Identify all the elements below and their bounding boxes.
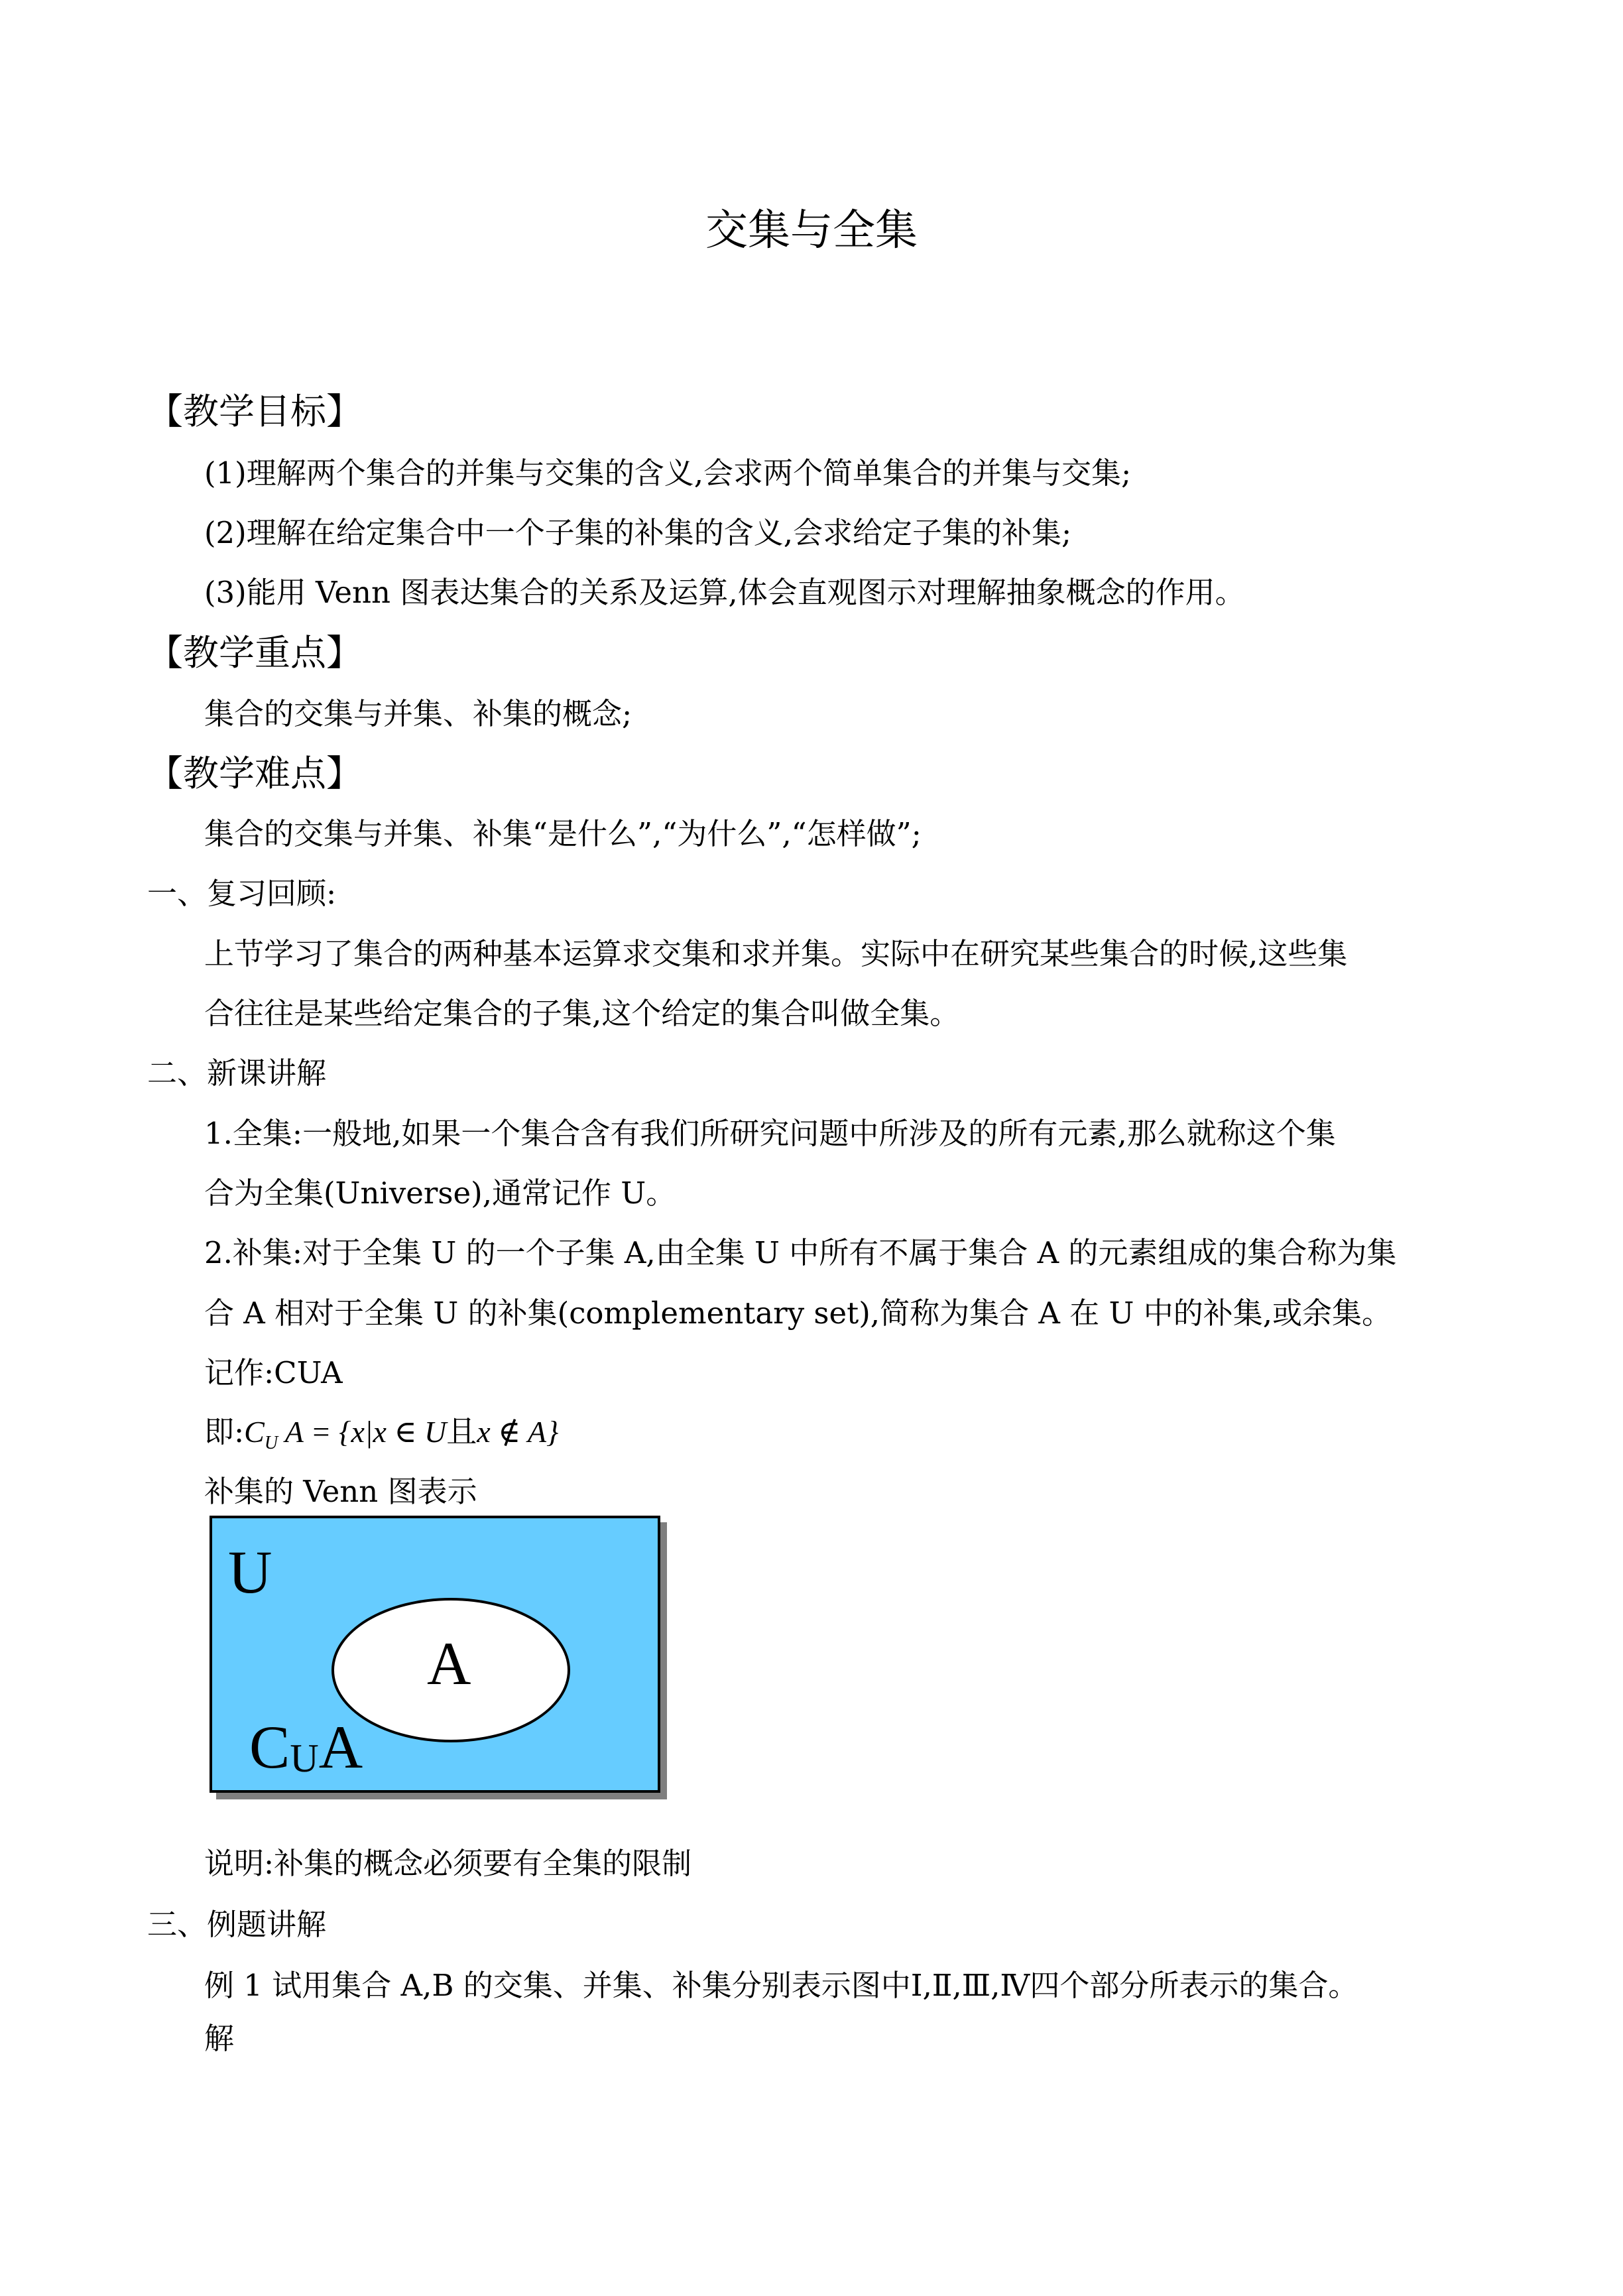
formula-line — [204, 1408, 558, 1454]
venn-label-complement: $C_UA$ — [249, 1713, 363, 1781]
page-title: 交集与全集 — [705, 206, 918, 255]
goals-heading: 【教学目标】 — [147, 391, 362, 432]
venn-label-a: A — [427, 1630, 471, 1697]
venn-caption: 补集的 Venn 图表示 — [204, 1474, 477, 1509]
complement-def-line-1: 2.补集:对于全集 U 的一个子集 A,由全集 U 中所有不属于集合 A 的元素组成的集合称为集 — [204, 1235, 1397, 1270]
goal-1: (1)理解两个集合的并集与交集的含义,会求两个简单集合的并集与交集; — [204, 455, 1132, 491]
example-1: 例 1 试用集合 A,B 的交集、并集、补集分别表示图中Ⅰ,Ⅱ,Ⅲ,Ⅳ四个部分所表示的集合。 — [204, 1968, 1358, 2003]
goal-2: (2)理解在给定集合中一个子集的补集的含义,会求给定子集的补集; — [204, 515, 1072, 550]
examples-heading: 三、例题讲解 — [147, 1907, 327, 1942]
venn-label-u: U — [228, 1538, 272, 1606]
key-points-heading: 【教学重点】 — [147, 632, 362, 674]
review-line-1: 上节学习了集合的两种基本运算求交集和求并集。实际中在研究某些集合的时候,这些集 — [204, 936, 1348, 971]
notation-line: 记作:CUA — [204, 1355, 343, 1390]
universe-def-line-1: 1.全集:一般地,如果一个集合含有我们所研究问题中所涉及的所有元素,那么就称这个集 — [204, 1116, 1336, 1151]
note-line: 说明:补集的概念必须要有全集的限制 — [204, 1846, 692, 1881]
formula-prefix: 即: — [204, 1414, 245, 1449]
goal-3: (3)能用 Venn 图表达集合的关系及运算,体会直观图示对理解抽象概念的作用。 — [204, 575, 1245, 610]
complement-formula: $C_U$ A = {x|x ∈ U且x ∉ A} — [244, 1415, 559, 1454]
review-line-2: 合往往是某些给定集合的子集,这个给定的集合叫做全集。 — [204, 996, 960, 1031]
key-point-1: 集合的交集与并集、补集的概念; — [204, 696, 632, 731]
universe-def-line-2: 合为全集(Universe),通常记作 U。 — [204, 1176, 676, 1211]
difficulty-1: 集合的交集与并集、补集“是什么”,“为什么”,“怎样做”; — [204, 816, 922, 851]
solution-label: 解 — [204, 2021, 235, 2056]
review-heading: 一、复习回顾: — [147, 876, 337, 911]
complement-def-line-2: 合 A 相对于全集 U 的补集(complementary set),简称为集合 A 在 U 中的补集,或余集。 — [204, 1296, 1392, 1331]
difficulties-heading: 【教学难点】 — [147, 753, 362, 794]
new-lesson-heading: 二、新课讲解 — [147, 1056, 327, 1091]
